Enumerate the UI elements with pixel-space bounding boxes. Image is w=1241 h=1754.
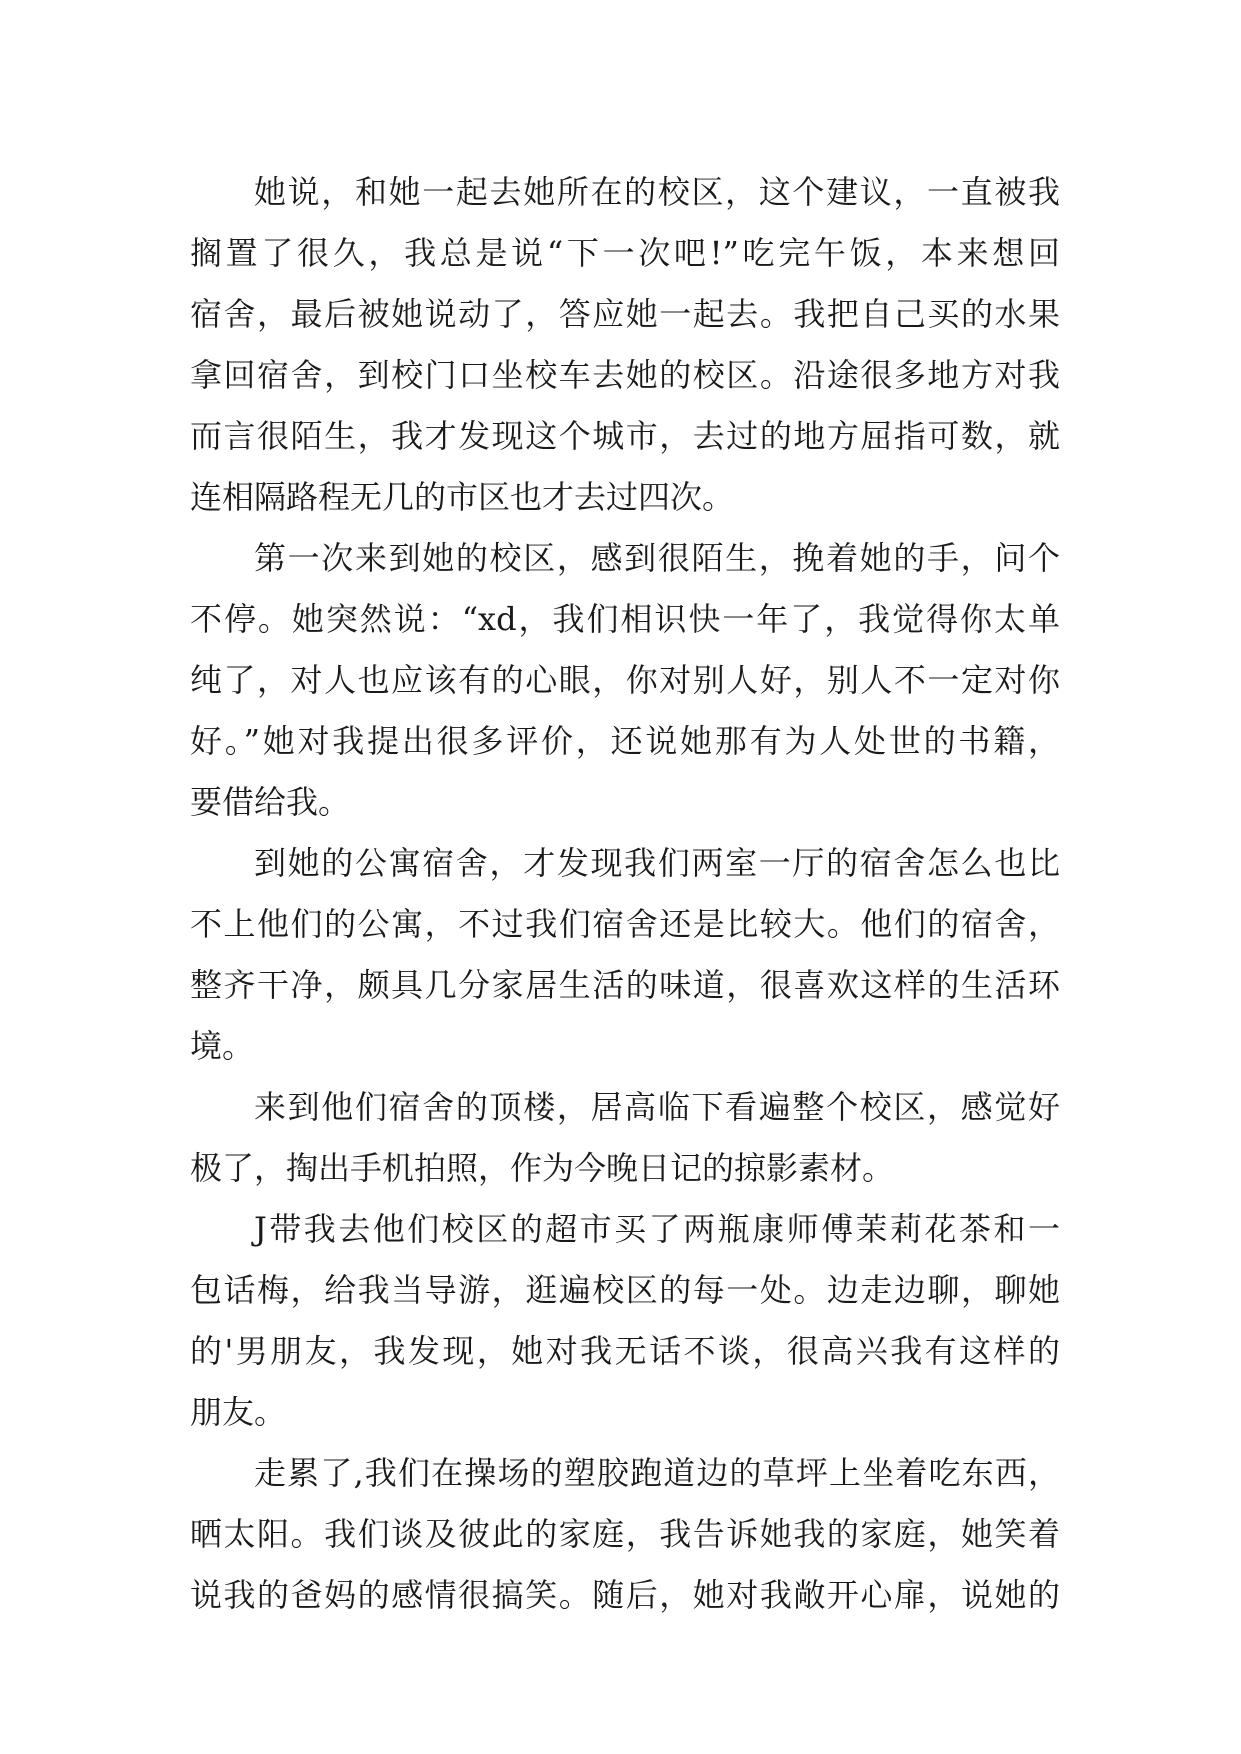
paragraph [190, 528, 1060, 833]
text-line: 朋友。 [190, 1393, 287, 1431]
text-line: 纯了，对人也应该有的心眼，你对别人好，别人不一定对你 [190, 661, 1060, 699]
text-line: 搁置了很久，我总是说“下一次吧!”吃完午饭，本来想回 [190, 234, 1060, 272]
text-line: 晒太阳。我们谈及彼此的家庭，我告诉她我的家庭，她笑着 [190, 1515, 1060, 1553]
text-line: 极了，掏出手机拍照，作为今晚日记的掠影素材。 [190, 1149, 895, 1187]
paragraph [190, 1077, 1060, 1199]
text-line: 拿回宿舍，到校门口坐校车去她的校区。沿途很多地方对我 [190, 356, 1060, 394]
text-line: 到她的公寓宿舍，才发现我们两室一厅的宿舍怎么也比 [254, 844, 1060, 882]
text-line: 来到他们宿舍的顶楼，居高临下看遍整个校区，感觉好 [254, 1088, 1060, 1126]
text-line: 而言很陌生，我才发现这个城市，去过的地方屈指可数，就 [190, 417, 1060, 455]
text-line: 说我的爸妈的感情很搞笑。随后，她对我敞开心扉，说她的 [190, 1576, 1060, 1614]
text-line: 不停。她突然说：“xd，我们相识快一年了，我觉得你太单 [190, 600, 1060, 638]
text-line: 她说，和她一起去她所在的校区，这个建议，一直被我 [254, 173, 1060, 211]
text-line: 第一次来到她的校区，感到很陌生，挽着她的手，问个 [254, 539, 1060, 577]
text-line: 好。”她对我提出很多评价，还说她那有为人处世的书籍， [190, 722, 1060, 760]
text-line: 包话梅，给我当导游，逛遍校区的每一处。边走边聊，聊她 [190, 1271, 1060, 1309]
paragraph [190, 162, 1060, 528]
text-line: 走累了,我们在操场的塑胶跑道边的草坪上坐着吃东西， [254, 1454, 1060, 1492]
paragraph [190, 833, 1060, 1077]
text-line: 的'男朋友，我发现，她对我无话不谈，很高兴我有这样的 [190, 1332, 1060, 1370]
text-line: 宿舍，最后被她说动了，答应她一起去。我把自己买的水果 [190, 295, 1060, 333]
text-line: 整齐干净，颇具几分家居生活的味道，很喜欢这样的生活环 [190, 966, 1060, 1004]
text-line: 不上他们的公寓，不过我们宿舍还是比较大。他们的宿舍， [190, 905, 1060, 943]
document-body [190, 162, 1060, 1626]
paragraph [190, 1199, 1060, 1443]
text-line: J带我去他们校区的超市买了两瓶康师傅茉莉花茶和一 [254, 1210, 1060, 1248]
text-line: 连相隔路程无几的市区也才去过四次。 [190, 478, 735, 516]
text-line: 境。 [190, 1027, 255, 1065]
paragraph [190, 1443, 1060, 1626]
text-line: 要借给我。 [190, 783, 351, 821]
